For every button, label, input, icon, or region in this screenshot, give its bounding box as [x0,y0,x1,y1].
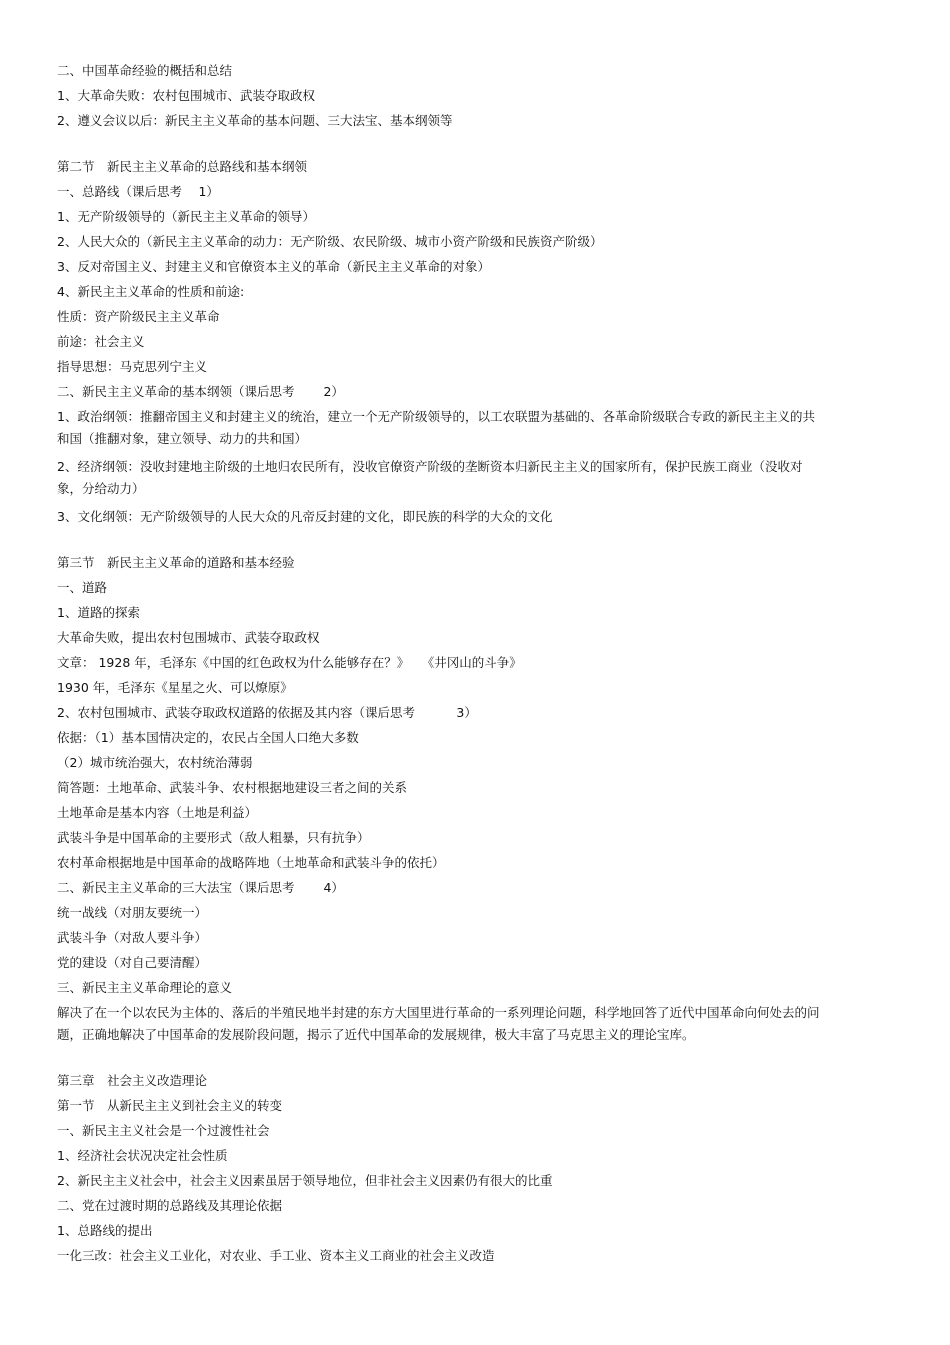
section-heading: 第二节 新民主主义革命的总路线和基本纲领 [57,159,308,174]
text-line: 指导思想：马克思列宁主义 [57,359,208,374]
paragraph: 2、经济纲领：没收封建地主阶级的土地归农民所有，没收官僚资产阶级的垄断资本归新民主主义的国家所有，保护民族工商业（没收对象，分给动力） [57,459,803,496]
text-line: 二、党在过渡时期的总路线及其理论依据 [57,1198,283,1213]
text-line: 三、新民主主义革命理论的意义 [57,980,233,995]
text-line: 一化三改：社会主义工业化，对农业、手工业、资本主义工商业的社会主义改造 [57,1248,495,1263]
chapter-heading: 第三章 社会主义改造理论 [57,1073,208,1088]
text-line: 1930 年，毛泽东《星星之火、可以燎原》 [57,680,293,695]
text-line: 简答题：土地革命、武装斗争、农村根据地建设三者之间的关系 [57,780,408,795]
text-line: 1、总路线的提出 [57,1223,153,1238]
text-line: 3、文化纲领：无产阶级领导的人民大众的凡帝反封建的文化，即民族的科学的大众的文化 [57,509,553,524]
text-line: 二、新民主主义革命的三大法宝（课后思考 4） [57,880,344,895]
text-line: 依据：（1）基本国情决定的，农民占全国人口绝大多数 [57,730,359,745]
text-line: 农村革命根据地是中国革命的战略阵地（土地革命和武装斗争的依托） [57,855,445,870]
text-line: 性质：资产阶级民主主义革命 [57,309,220,324]
text-line: 一、道路 [57,580,108,595]
text-line: 2、农村包围城市、武装夺取政权道路的依据及其内容（课后思考 3） [57,705,477,720]
text-line: 文章： 1928 年，毛泽东《中国的红色政权为什么能够存在？》 《井冈山的斗争》 [57,655,522,670]
text-line: （2）城市统治强大，农村统治薄弱 [57,755,253,770]
text-line: 大革命失败，提出农村包围城市、武装夺取政权 [57,630,320,645]
text-line: 统一战线（对朋友要统一） [57,905,208,920]
text-line: 3、反对帝国主义、封建主义和官僚资本主义的革命（新民主主义革命的对象） [57,259,490,274]
text-line: 二、中国革命经验的概括和总结 [57,63,233,78]
text-line: 2、遵义会议以后：新民主主义革命的基本问题、三大法宝、基本纲领等 [57,113,453,128]
text-line: 武装斗争是中国革命的主要形式（敌人粗暴，只有抗争） [57,830,370,845]
text-line: 1、道路的探索 [57,605,140,620]
text-line: 4、新民主主义革命的性质和前途: [57,284,245,299]
section-heading: 第一节 从新民主主义到社会主义的转变 [57,1098,283,1113]
document-page [57,60,827,1270]
text-line: 党的建设（对自己要清醒） [57,955,208,970]
text-line: 二、新民主主义革命的基本纲领（课后思考 2） [57,384,344,399]
paragraph: 解决了在一个以农民为主体的、落后的半殖民地半封建的东方大国里进行革命的一系列理论问题，科学地回答了近代中国革命向何处去的问题，正确地解决了中国革命的发展阶段问题，揭示了近代中国革命的发展规律，极大丰富了马克思主义的理论宝库。 [57,1005,820,1042]
text-line: 一、新民主主义社会是一个过渡性社会 [57,1123,270,1138]
text-line: 2、人民大众的（新民主主义革命的动力：无产阶级、农民阶级、城市小资产阶级和民族资产阶级） [57,234,603,249]
paragraph: 1、政治纲领：推翻帝国主义和封建主义的统治，建立一个无产阶级领导的，以工农联盟为基础的、各革命阶级联合专政的新民主主义的共和国（推翻对象，建立领导、动力的共和国） [57,409,815,446]
text-line: 一、总路线（课后思考 1） [57,184,219,199]
text-line: 1、经济社会状况决定社会性质 [57,1148,228,1163]
text-line: 土地革命是基本内容（土地是利益） [57,805,258,820]
text-line: 1、无产阶级领导的（新民主主义革命的领导） [57,209,315,224]
text-line: 武装斗争（对敌人要斗争） [57,930,208,945]
text-line: 1、大革命失败：农村包围城市、武装夺取政权 [57,88,315,103]
section-heading: 第三节 新民主主义革命的道路和基本经验 [57,555,295,570]
text-line: 2、新民主主义社会中，社会主义因素虽居于领导地位，但非社会主义因素仍有很大的比重 [57,1173,553,1188]
text-line: 前途：社会主义 [57,334,145,349]
